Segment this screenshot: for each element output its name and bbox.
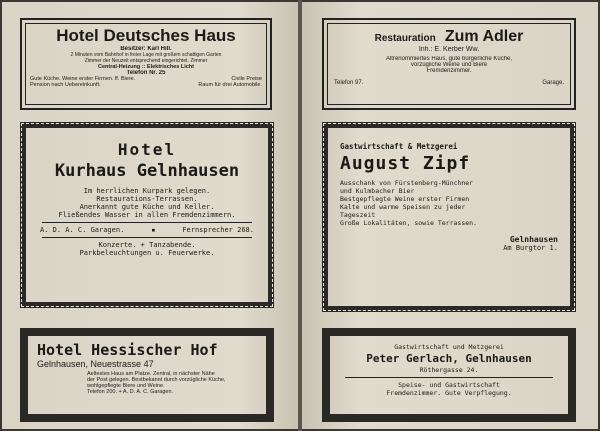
divider	[42, 222, 252, 223]
text-line: Konzerte. + Tanzabende.	[98, 241, 196, 249]
ad-hotel-kurhaus	[20, 122, 274, 308]
text-line: Telefon 200. + A. D. A. C. Garagen.	[87, 389, 174, 395]
divider	[345, 377, 553, 378]
text-line: Fließendes Wasser in allen Fremdenzimmern.	[58, 211, 236, 219]
text-line: Fremdenzimmer. Gute Verpflegung.	[386, 389, 512, 397]
text-row	[30, 82, 262, 88]
right-page	[302, 2, 598, 429]
ad-hotel-hessischer-hof	[20, 328, 274, 422]
ad-restauration-zum-adler	[322, 18, 576, 110]
text-line: Aeltestes Haus am Platze. Zentral, in nächster Nähe	[87, 371, 215, 377]
ad-title: Zum Adler	[444, 28, 524, 45]
owner-line: Besitzer: Karl Hill.	[120, 46, 172, 52]
ad-title: August Zipf	[340, 153, 471, 174]
garage-label: Garage.	[542, 80, 564, 86]
owner-line: Inh.: E. Kerber Ww.	[418, 46, 480, 53]
text-line: Central-Heizung :: Elektrisches Licht	[98, 64, 194, 70]
text-cell: Civile Preise	[231, 76, 262, 82]
text-line: Altrenommiertes Haus, gute bürgerliche Küche,	[385, 56, 513, 62]
ad-title: Peter Gerlach, Gelnhausen	[366, 352, 532, 365]
town-line: Gelnhausen	[509, 235, 558, 244]
text-line: vorzügliche Weine und Biere	[410, 62, 488, 68]
garage-label: A. D. A. C. Garagen.	[40, 226, 125, 234]
ad-kicker: Hotel	[117, 140, 177, 159]
text-line: Große Lokalitäten, sowie Terrassen.	[340, 219, 477, 227]
street-line: Am Burgtor 1.	[503, 244, 558, 252]
ad-title-row	[334, 26, 564, 46]
text-line: wohlgepflegte Biere und Weine.	[87, 383, 165, 389]
ad-title: Kurhaus Gelnhausen	[54, 161, 240, 181]
text-line: Im herrlichen Kurpark gelegen.	[83, 187, 211, 195]
text-cell: Raum für drei Automobile.	[198, 82, 262, 88]
text-line: 2 Minuten vom Bahnhof in freier Lage mit großem schattigen Garten	[70, 52, 222, 58]
text-line: Anerkannt gute Küche und Keller.	[79, 203, 215, 211]
ad-title: Hotel Deutsches Haus	[56, 26, 236, 45]
text-row	[36, 226, 258, 234]
ad-hotel-deutsches-haus	[20, 18, 272, 110]
text-line: der Post gelegen. Bestbekannt durch vorzügliche Küche,	[87, 377, 226, 383]
text-line: Ausschank von Fürstenberg-Münchner	[340, 179, 474, 187]
text-line: Parkbeleuchtungen u. Feuerwerke.	[79, 249, 215, 257]
ad-kicker: Gastwirtschaft und Metzgerei	[394, 343, 504, 351]
text-line: Zimmer der Neuzeit entsprechend eingerichtet. Zimmer	[84, 58, 208, 64]
bullet-icon: ▪	[151, 226, 156, 234]
text-line: Speise- und Gastwirtschaft	[398, 381, 500, 389]
text-row	[334, 80, 564, 86]
text-line: Restaurations-Terrassen.	[96, 195, 198, 203]
ad-title: Hotel Hessischer Hof	[37, 341, 218, 359]
text-line: Tageszeit	[340, 211, 376, 219]
text-cell: Pension nach Uebereinkunft.	[30, 82, 101, 88]
text-cell: Gute Küche. Weine erster Firmen. ff. Biere.	[30, 76, 136, 82]
phone-label: Fernsprecher 268.	[182, 226, 254, 234]
ad-kicker: Restauration	[374, 33, 436, 44]
ad-august-zipf	[322, 122, 576, 312]
text-line: und Kulmbacher Bier	[340, 187, 415, 195]
divider	[42, 237, 252, 238]
ad-kicker: Gastwirtschaft & Metzgerei	[340, 142, 458, 151]
ad-peter-gerlach	[322, 328, 576, 422]
street-line: Röthergasse 24.	[419, 366, 479, 374]
phone-label: Telefon 97.	[334, 80, 364, 86]
phone-line: Telefon Nr. 25	[126, 70, 166, 76]
left-page	[2, 2, 298, 429]
address-line: Gelnhausen, Neuestrasse 47	[37, 359, 154, 369]
text-line: Fremdenzimmer.	[426, 68, 472, 74]
text-line: Kalte und warme Speisen zu jeder	[340, 203, 466, 211]
text-line: Bestgepflegte Weine erster Firmen	[340, 195, 470, 203]
